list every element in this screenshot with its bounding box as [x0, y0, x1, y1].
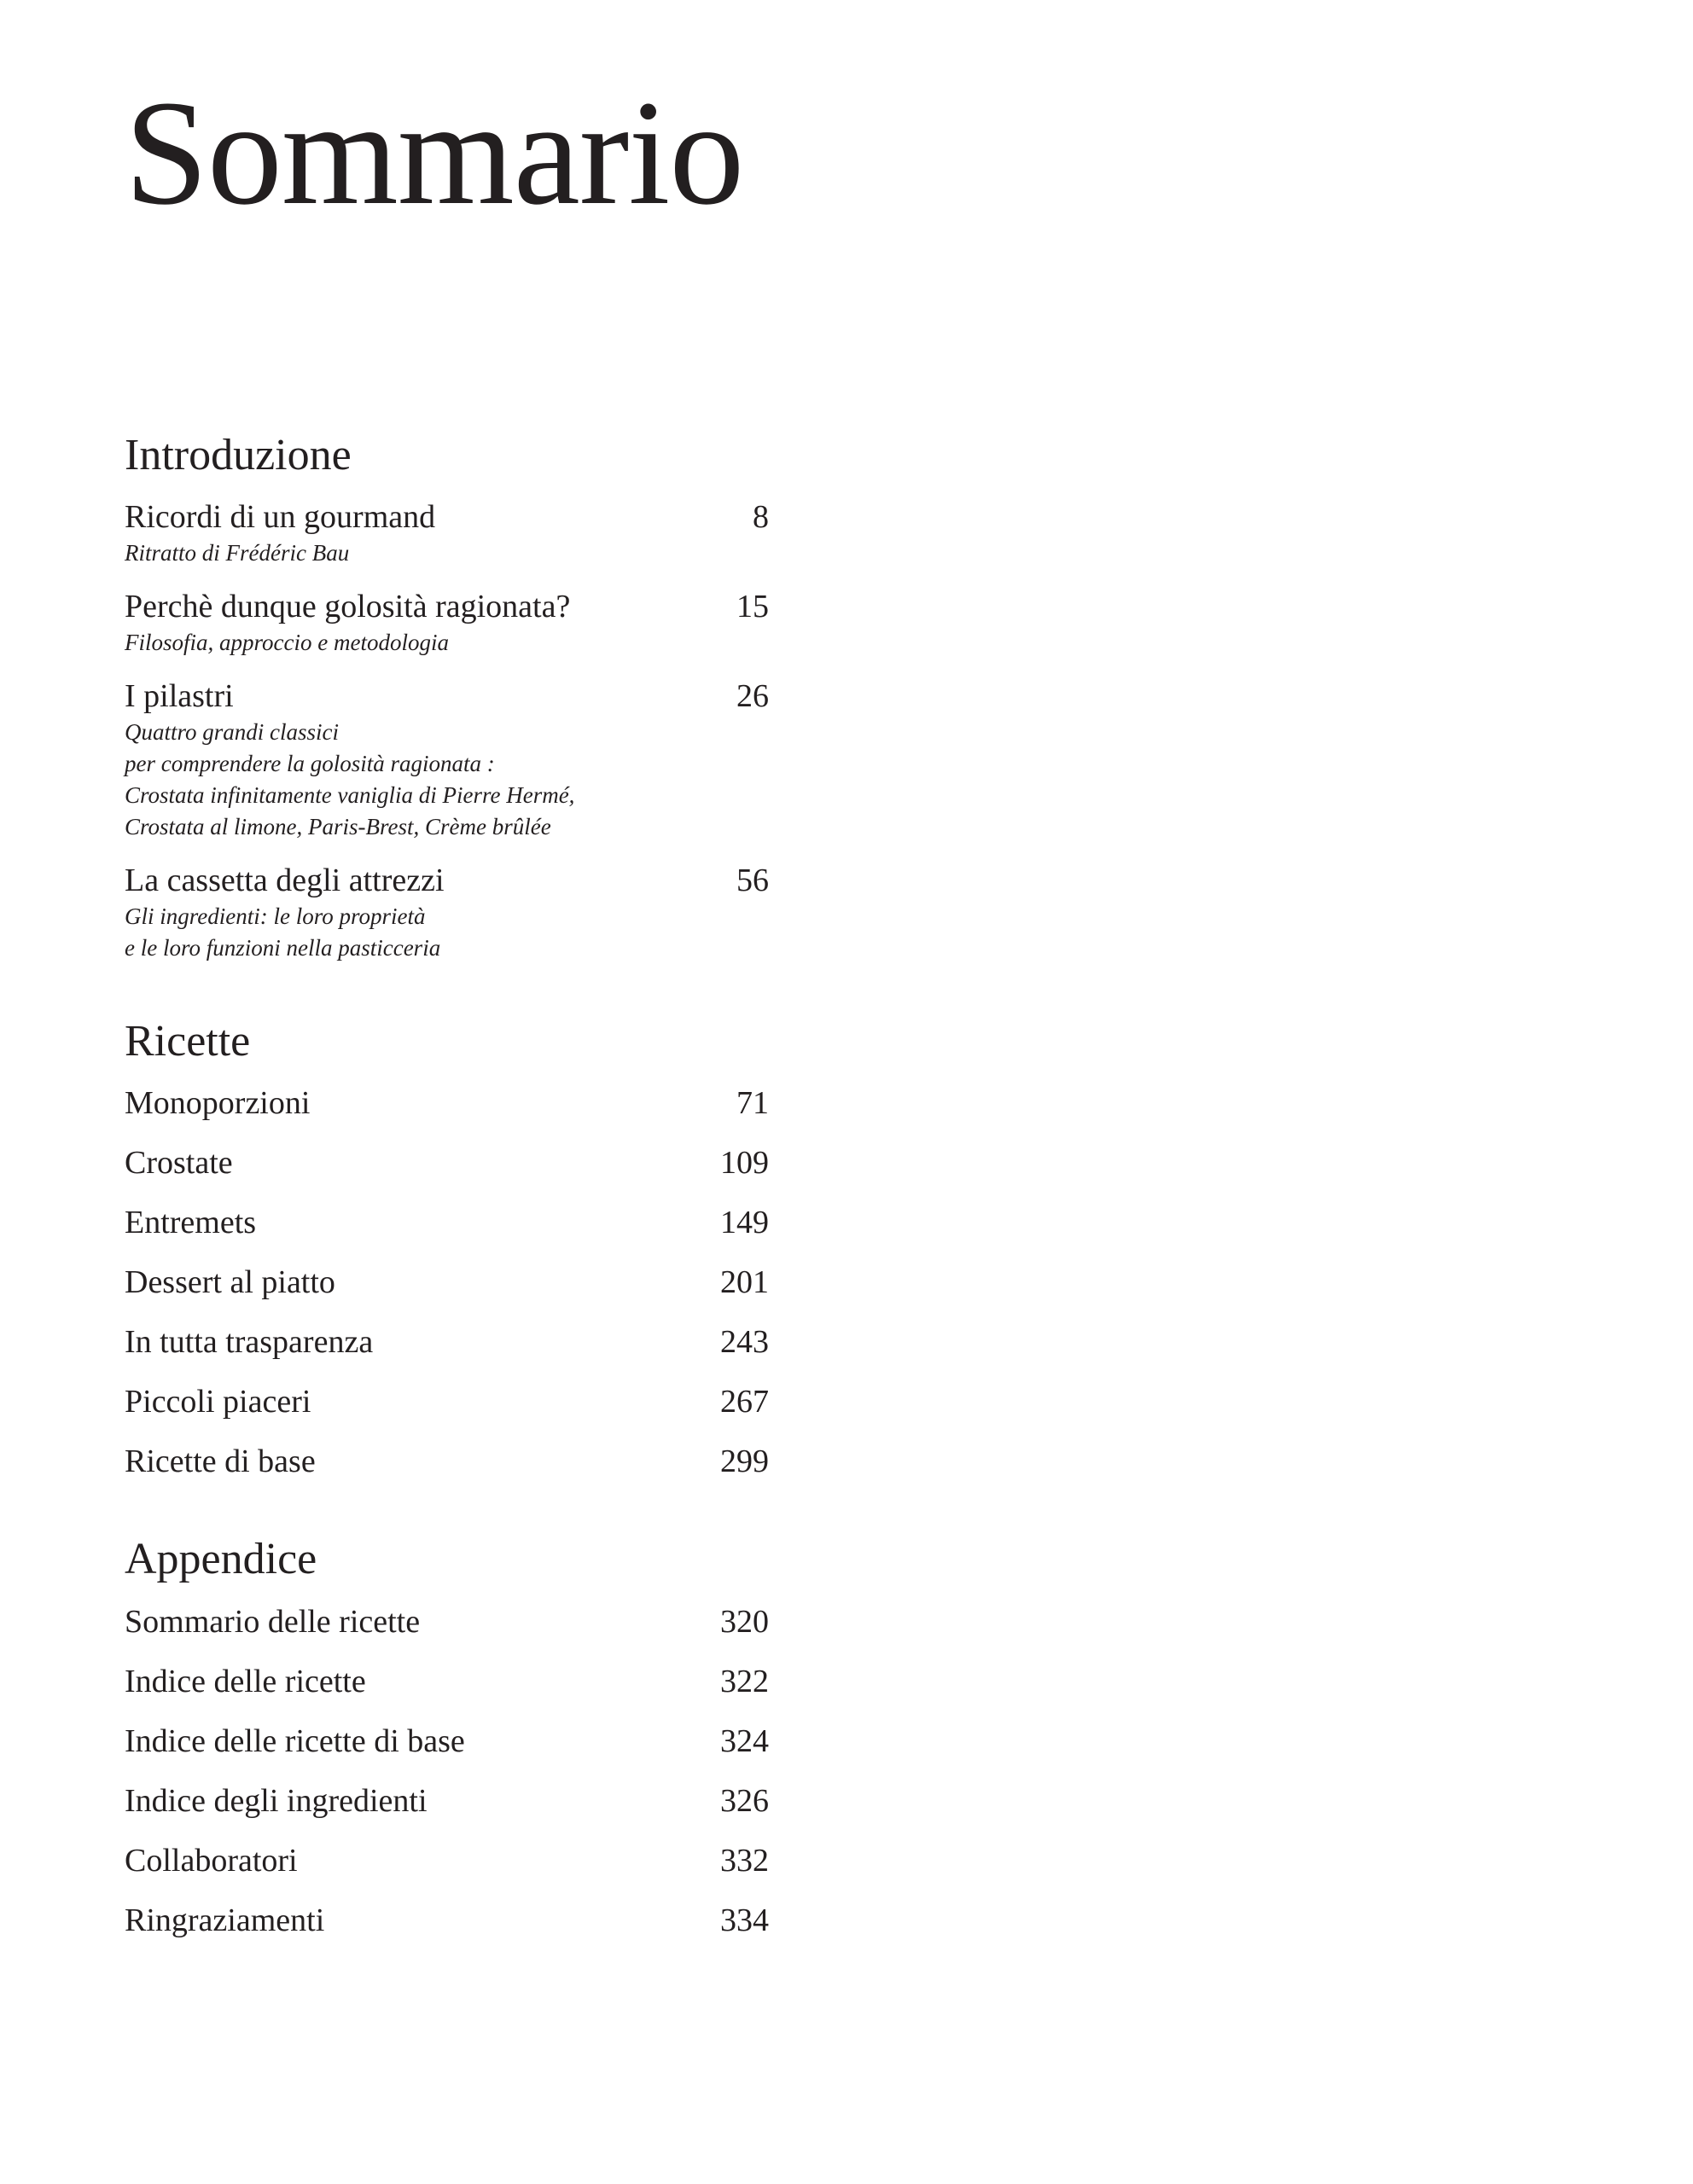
entry-title: La cassetta degli attrezzi — [125, 863, 445, 899]
entry-page-number: 267 — [720, 1384, 769, 1420]
entry-page-number: 320 — [720, 1603, 769, 1640]
entry-page-number: 334 — [720, 1902, 769, 1938]
toc-entry-entremets[interactable] — [125, 1202, 769, 1243]
entry-title: Indice delle ricette di base — [125, 1722, 465, 1759]
entry-page-number: 109 — [720, 1145, 769, 1182]
entry-title: Monoporzioni — [125, 1085, 311, 1122]
entry-title: Collaboratori — [125, 1842, 298, 1879]
entry-page-number: 201 — [720, 1264, 769, 1301]
entry-title: Ringraziamenti — [125, 1902, 325, 1938]
entry-title: In tutta trasparenza — [125, 1324, 374, 1361]
subtitle-line: per comprendere la golosità ragionata : — [125, 751, 495, 777]
section-title-appendice: Appendice — [125, 1535, 317, 1584]
entry-subtitle — [125, 627, 769, 659]
toc-entry-ricordi[interactable] — [125, 497, 769, 569]
entry-title: Piccoli piaceri — [125, 1384, 311, 1420]
entry-subtitle — [125, 901, 769, 964]
section-title-ricette: Ricette — [125, 1017, 251, 1066]
entry-subtitle — [125, 537, 769, 569]
page-title: Sommario — [125, 70, 744, 236]
entry-page-number: 332 — [720, 1842, 769, 1879]
entry-title: Perchè dunque golosità ragionata? — [125, 589, 571, 625]
toc-entry-indice-ricette-base[interactable] — [125, 1721, 769, 1762]
entry-page-number: 326 — [720, 1782, 769, 1819]
entry-page-number: 243 — [720, 1324, 769, 1361]
toc-entry-pilastri[interactable] — [125, 676, 769, 843]
toc-entry-monoporzioni[interactable] — [125, 1083, 769, 1124]
entry-page-number: 149 — [720, 1205, 769, 1241]
entry-title: Indice degli ingredienti — [125, 1782, 428, 1819]
entry-page-number: 56 — [736, 863, 769, 899]
entry-title: Sommario delle ricette — [125, 1603, 421, 1640]
toc-entry-indice-ricette[interactable] — [125, 1661, 769, 1702]
subtitle-line: Crostata al limone, Paris-Brest, Crème brûlée — [125, 814, 551, 840]
entry-title: Crostate — [125, 1145, 233, 1182]
entry-title: Ricordi di un gourmand — [125, 499, 436, 536]
entry-title: Ricette di base — [125, 1443, 316, 1480]
entry-title: I pilastri — [125, 678, 234, 715]
entry-page-number: 299 — [720, 1443, 769, 1480]
section-introduzione — [125, 431, 769, 964]
toc-entry-piccoli-piaceri[interactable] — [125, 1381, 769, 1422]
subtitle-line: e le loro funzioni nella pasticceria — [125, 935, 441, 961]
entry-page-number: 8 — [753, 499, 769, 536]
entry-page-number: 71 — [736, 1085, 769, 1122]
toc-entry-collaboratori[interactable] — [125, 1840, 769, 1881]
section-appendice — [125, 1535, 769, 1940]
toc-entry-cassetta[interactable] — [125, 860, 769, 964]
subtitle-line: Gli ingredienti: le loro proprietà — [125, 903, 426, 930]
subtitle-line: Crostata infinitamente vaniglia di Pierre Hermé, — [125, 782, 575, 809]
entry-page-number: 26 — [736, 678, 769, 715]
entry-page-number: 15 — [736, 589, 769, 625]
subtitle-line: Ritratto di Frédéric Bau — [125, 540, 350, 566]
entry-page-number: 322 — [720, 1663, 769, 1699]
toc-entry-perche[interactable] — [125, 586, 769, 659]
toc-entry-indice-ingredienti[interactable] — [125, 1780, 769, 1821]
entry-title: Dessert al piatto — [125, 1264, 335, 1301]
subtitle-line: Quattro grandi classici — [125, 719, 340, 746]
entry-page-number: 324 — [720, 1722, 769, 1759]
table-of-contents — [125, 431, 769, 1994]
toc-entry-sommario-ricette[interactable] — [125, 1601, 769, 1642]
section-ricette — [125, 1017, 769, 1482]
toc-entry-in-tutta-trasparenza[interactable] — [125, 1321, 769, 1362]
section-title-introduzione: Introduzione — [125, 431, 352, 479]
toc-entry-ringraziamenti[interactable] — [125, 1900, 769, 1941]
toc-entry-ricette-di-base[interactable] — [125, 1441, 769, 1482]
entry-title: Indice delle ricette — [125, 1663, 366, 1699]
toc-entry-crostate[interactable] — [125, 1142, 769, 1183]
entry-title: Entremets — [125, 1205, 257, 1241]
toc-entry-dessert-al-piatto[interactable] — [125, 1262, 769, 1303]
subtitle-line: Filosofia, approccio e metodologia — [125, 630, 449, 656]
entry-subtitle — [125, 717, 769, 843]
